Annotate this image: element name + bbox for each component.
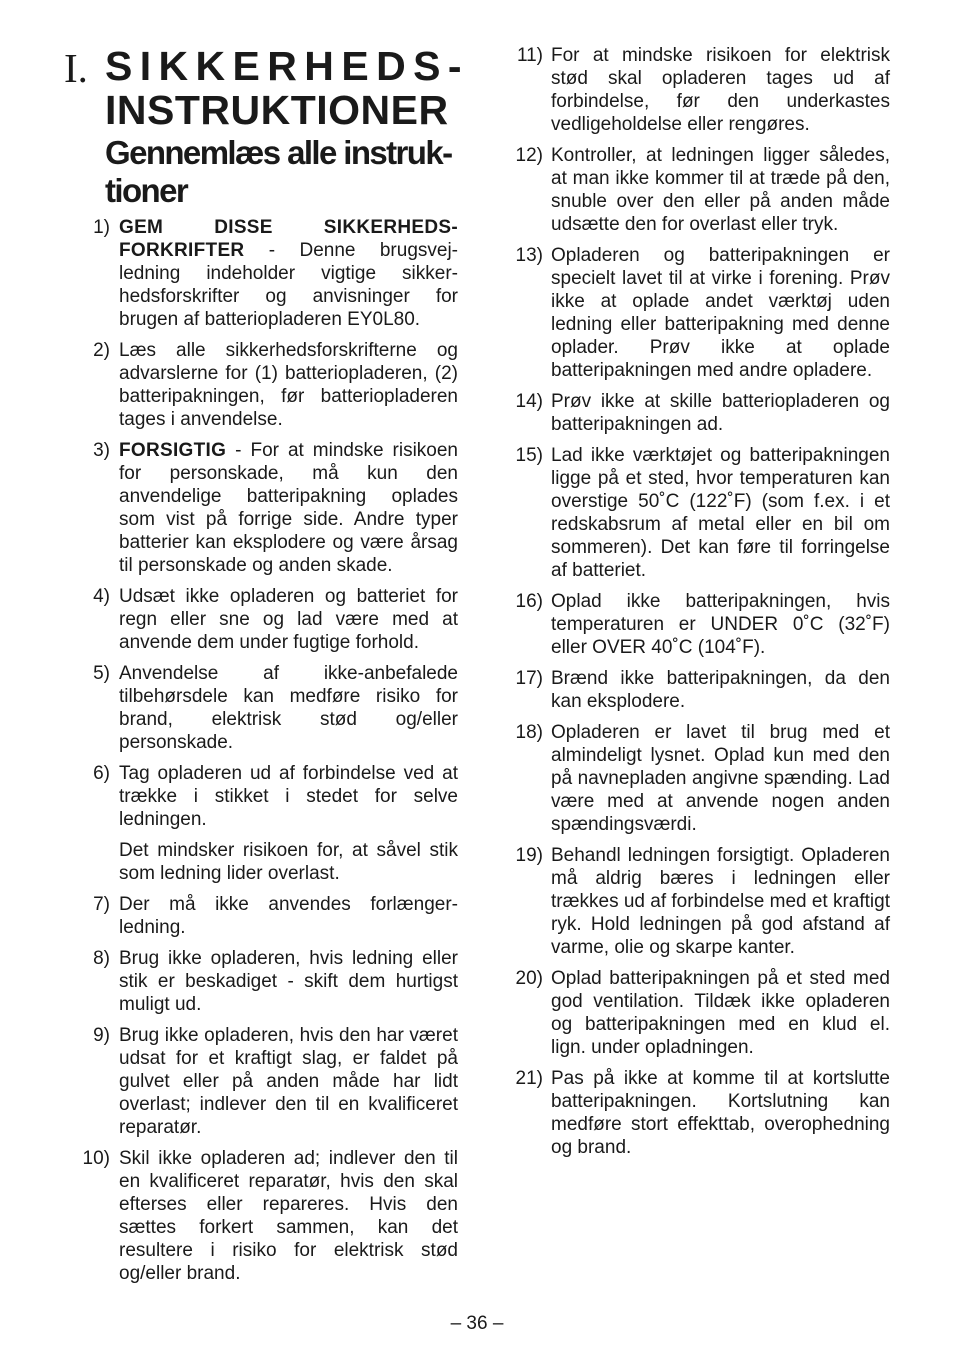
section-subtitle: Gennemlæs alle instruk-tioner [105,134,452,209]
item-number: 2) [93,340,110,361]
item-text [551,390,890,436]
item-text [119,1024,458,1139]
item-text [551,244,890,382]
item-text [119,216,458,331]
instruction-item [505,721,890,836]
item-text [551,590,890,659]
item-emphasis: GEM DISSE SIKKERHEDS-FORKRIFTER [119,217,458,261]
item-body: Oplad batteripakningen på et sted med god ventilation. Tildæk ikke opladeren og batteripakningen med en klud el. lign. under opladningen. [551,968,890,1058]
instruction-list-left [62,216,458,1285]
instruction-item [62,339,458,431]
item-body: Oplad ikke batteripakningen, hvis temperaturen er UNDER 0˚C (32˚F) eller OVER 40˚C (104˚F). [551,591,890,658]
instruction-item [505,244,890,382]
item-number: 8) [93,948,110,969]
item-emphasis: FORSIGTIG [119,440,227,461]
instruction-item [62,216,458,331]
item-text [119,947,458,1016]
item-number: 13) [515,245,543,266]
instruction-item [505,667,890,713]
item-text [551,144,890,236]
item-text [551,844,890,959]
item-body: - Denne brugsvej-ledning indeholder vigtige sikker-hedsforskrifter og anvisninger for brugen af batteriopladeren EY0L80. [119,240,458,330]
instruction-item [62,662,458,754]
instruction-item [62,893,458,939]
item-number: 10) [82,1148,110,1169]
instruction-item [505,590,890,659]
item-number: 11) [516,45,543,66]
item-number: 4) [93,586,110,607]
section-title-line1: SIKKERHEDS- [105,43,469,89]
item-number: 14) [515,391,543,412]
instruction-item [505,844,890,959]
item-body: Brug ikke opladeren, hvis ledning eller stik er beskadiget - skift dem hurtigst muligt ud. [119,948,458,1015]
right-column [505,44,890,1167]
instruction-item [62,762,458,885]
item-text [119,893,458,939]
item-text [551,667,890,713]
instruction-item [62,1024,458,1139]
item-number: 12) [515,145,543,166]
item-number: 16) [515,591,543,612]
item-number: 1) [93,217,110,238]
item-body: Kontroller, at ledningen ligger således, at man ikke kommer til at træde på den, snuble over den eller på anden måde udsætte den for overlast eller tryk. [551,145,890,235]
item-body: Opladeren og batteripakningen er specielt lavet til at virke i forening. Prøv ikke at oplade andet værktøj uden ledning eller batteripakning med denne oplader. Prøv ikke at oplade batteripakningen med andre opladere. [551,245,890,381]
item-text [119,439,458,577]
instruction-item [62,439,458,577]
item-body: Skil ikke opladeren ad; indlever den til en kvalificeret reparatør, hvis den skal efterses eller repareres. Hvis den sættes forkert sammen, kan det resultere i risiko for elektrisk stød og/eller brand. [119,1148,458,1284]
item-text [551,44,890,136]
item-body: Behandl ledningen forsigtigt. Opladeren må aldrig bæres i ledningen eller trækkes ud af forbindelse med et kraftigt ryk. Hold ledningen på god afstand af varme, olie og skarpe kanter. [551,845,890,958]
item-body: Brug ikke opladeren, hvis den har været udsat for et kraftigt slag, er faldet på gulvet eller på anden måde har lidt overlast; indlever den til en kvalificeret reparatør. [119,1025,458,1138]
instruction-item [62,585,458,654]
item-number: 15) [515,445,543,466]
item-body: Opladeren er lavet til brug med et almindeligt lysnet. Oplad kun med den på navnepladen angivne spænding. Lad være med at anvende nogen anden spændingsværdi. [551,722,890,835]
item-number: 5) [93,663,110,684]
item-text [119,339,458,431]
instruction-item [505,1067,890,1159]
instruction-item [505,144,890,236]
item-body: Tag opladeren ud af forbindelse ved at trække i stikket i stedet for selve ledningen. [119,763,458,830]
item-body: Brænd ikke batteripakningen, da den kan eksplodere. [551,668,890,712]
instruction-item [505,390,890,436]
instruction-item [505,44,890,136]
item-body: Lad ikke værktøjet og batteripakningen ligge på et sted, hvor temperaturen kan overstige 50˚C (122˚F) (som f.ex. i et redskabsrum af metal eller en bil om sommeren). Det kan føre til forringelse af batteriet. [551,445,890,581]
section-heading [62,43,469,210]
item-number: 7) [93,894,110,915]
section-numeral: I. [64,45,88,91]
instruction-item [62,1147,458,1285]
instruction-item [505,967,890,1059]
item-number: 3) [93,440,110,461]
item-subparagraph: Det mindsker risikoen for, at såvel stik som ledning lider overlast. [119,840,458,884]
item-number: 17) [515,668,543,689]
page-number: – 36 – [450,1313,504,1334]
item-text [551,967,890,1059]
item-number: 21) [515,1068,543,1089]
item-body: For at mindske risikoen for elektrisk stød skal opladeren tages ud af forbindelse, før den underkastes vedligeholdelse eller rengøres. [551,45,890,135]
item-number: 19) [515,845,543,866]
item-number: 20) [515,968,543,989]
item-number: 9) [93,1025,110,1046]
item-body: Anvendelse af ikke-anbefalede tilbehørsdele kan medføre risiko for brand, elektrisk stød og/eller personskade. [119,663,458,753]
item-text [119,585,458,654]
item-text [551,1067,890,1159]
item-text [551,444,890,582]
left-column [62,0,469,1293]
item-body: Der må ikke anvendes forlænger-ledning. [119,894,458,938]
section-title-line2: INSTRUKTIONER [105,87,449,133]
item-body: - For at mindske risikoen for personskade, må kun den anvendelige batteripakning oplades som vist på forrige side. Andre typer batterier kan eksplodere og være årsag til personskade og anden skade. [119,440,458,576]
item-body: Pas på ikke at komme til at kortslutte batteripakningen. Kortslutning kan medføre stort effekttab, overophedning og brand. [551,1068,890,1158]
item-text [119,662,458,754]
item-body: Læs alle sikkerhedsforskrifterne og advarslerne for (1) batteriopladeren, (2) batteripakningen, før batteriopladeren tages i anvendelse. [119,340,458,430]
instruction-item [62,947,458,1016]
item-body: Prøv ikke at skille batteriopladeren og batteripakningen ad. [551,391,890,435]
item-number: 18) [515,722,543,743]
instruction-list-right [505,44,890,1159]
item-text [551,721,890,836]
instruction-item [505,444,890,582]
item-text [119,1147,458,1285]
item-number: 6) [93,763,110,784]
item-text [119,762,458,831]
item-body: Udsæt ikke opladeren og batteriet for regn eller sne og lad være med at anvende dem under fugtige forhold. [119,586,458,653]
